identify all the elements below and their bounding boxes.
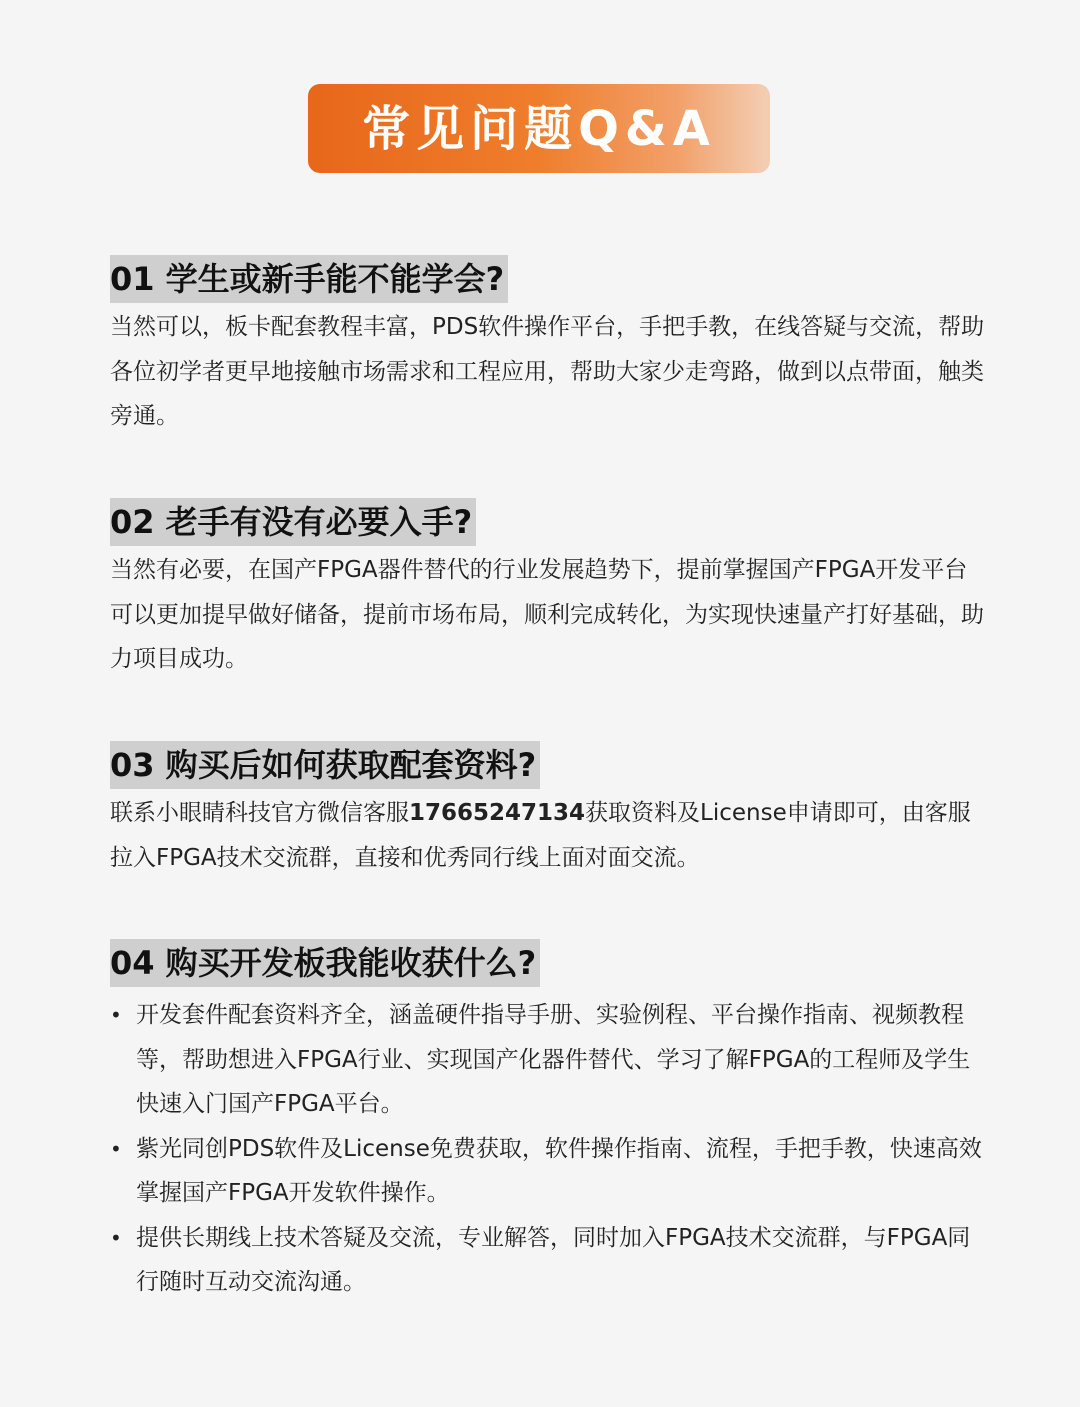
list-item-text: 开发套件配套资料齐全，涵盖硬件指导手册、实验例程、平台操作指南、视频教程等，帮助想进入FPGA行业、实现国产化器件替代、学习了解FPGA的工程师及学生快速入门国产FPGA平台。 — [136, 1002, 971, 1117]
bullet-icon: • — [110, 1225, 122, 1250]
bullet-icon: • — [110, 1003, 122, 1027]
title-banner — [308, 84, 770, 173]
list-item — [110, 993, 990, 1127]
faq-section-03 — [110, 741, 990, 880]
list-item — [110, 1127, 990, 1216]
faq-section-02 — [110, 498, 990, 682]
question-heading: 03 购买后如何获取配套资料? — [110, 741, 540, 789]
answer-text-post: 获取资料及License申请即可，由客服拉入FPGA技术交流群，直接和优秀同行线上面对面交流。 — [110, 800, 971, 871]
answer-text — [110, 791, 990, 880]
list-item-text: 提供长期线上技术答疑及交流，专业解答，同时加入FPGA技术交流群，与FPGA同行随时互动交流沟通。 — [136, 1224, 971, 1295]
bullet-icon: • — [110, 1136, 122, 1161]
answer-text-pre: 联系小眼睛科技官方微信客服 — [110, 800, 409, 826]
benefit-list — [110, 993, 990, 1305]
question-heading: 04 购买开发板我能收获什么? — [110, 939, 540, 987]
page-title: 常见问题Q&A — [362, 100, 716, 157]
faq-section-01 — [110, 255, 990, 439]
list-item-text: 紫光同创PDS软件及License免费获取，软件操作指南、流程，手把手教，快速高效掌握国产FPGA开发软件操作。 — [136, 1135, 982, 1206]
list-item — [110, 1216, 990, 1305]
faq-section-04 — [110, 939, 990, 1305]
question-heading: 02 老手有没有必要入手? — [110, 498, 476, 546]
answer-text: 当然可以，板卡配套教程丰富，PDS软件操作平台，手把手教，在线答疑与交流，帮助各位初学者更早地接触市场需求和工程应用，帮助大家少走弯路，做到以点带面，触类旁通。 — [110, 314, 985, 429]
service-phone-number: 17665247134 — [409, 800, 586, 826]
question-heading: 01 学生或新手能不能学会? — [110, 255, 508, 303]
answer-text: 当然有必要，在国产FPGA器件替代的行业发展趋势下，提前掌握国产FPGA开发平台可以更加提早做好储备，提前市场布局，顺利完成转化，为实现快速量产打好基础，助力项目成功。 — [110, 557, 984, 672]
